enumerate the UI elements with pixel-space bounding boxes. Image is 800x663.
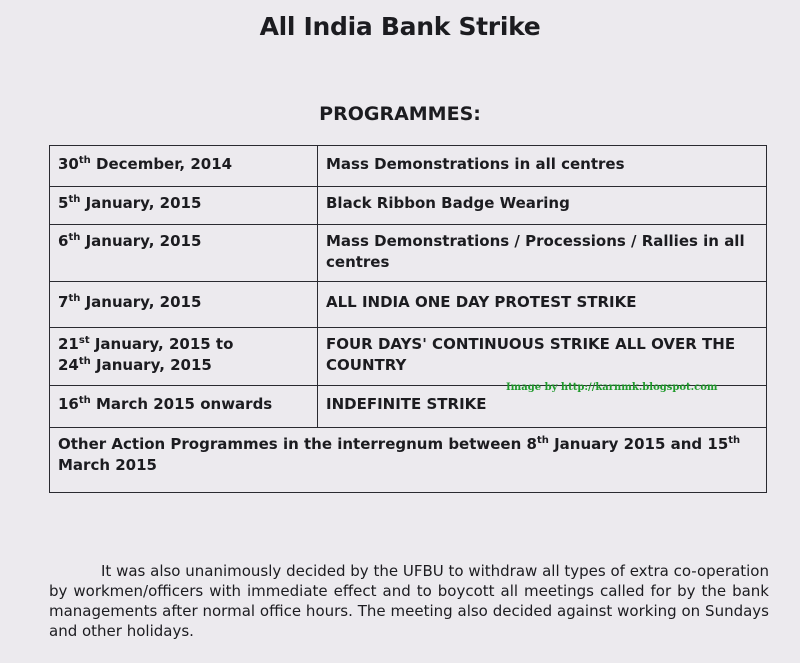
table-row [50, 225, 767, 282]
programme-table [49, 145, 767, 493]
table-row [50, 146, 767, 187]
action-cell: FOUR DAYS' CONTINUOUS STRIKE ALL OVER THE COUNTRY [318, 328, 767, 386]
other-actions-cell: Other Action Programmes in the interregnum between 8th January 2015 and 15th March 2015 [50, 428, 767, 493]
table-row [50, 282, 767, 328]
table-row [50, 187, 767, 225]
date-cell: 21st January, 2015 to 24th January, 2015 [50, 328, 318, 386]
date-cell: 30th December, 2014 [50, 146, 318, 187]
date-cell: 16th March 2015 onwards [50, 386, 318, 428]
page-title: All India Bank Strike [259, 12, 541, 41]
date-cell: 5th January, 2015 [50, 187, 318, 225]
section-heading: PROGRAMMES: [319, 103, 481, 125]
table-row [50, 328, 767, 386]
body-paragraph: It was also unanimously decided by the UFBU to withdraw all types of extra co-operation by workmen/officers with immediate effect and to boycott all meetings called for by the bank managements after normal office hours. The meeting also decided against working on Sundays and other holidays. [49, 562, 769, 640]
watermark-text: Image by http://karnmk.blogspot.com [506, 382, 718, 393]
table-row [50, 428, 767, 493]
action-cell: Mass Demonstrations / Processions / Rallies in all centres [318, 225, 767, 282]
action-cell: INDEFINITE STRIKE [318, 386, 767, 428]
action-cell: Mass Demonstrations in all centres [318, 146, 767, 187]
action-cell: ALL INDIA ONE DAY PROTEST STRIKE [318, 282, 767, 328]
action-cell: Black Ribbon Badge Wearing [318, 187, 767, 225]
date-cell: 7th January, 2015 [50, 282, 318, 328]
date-cell: 6th January, 2015 [50, 225, 318, 282]
